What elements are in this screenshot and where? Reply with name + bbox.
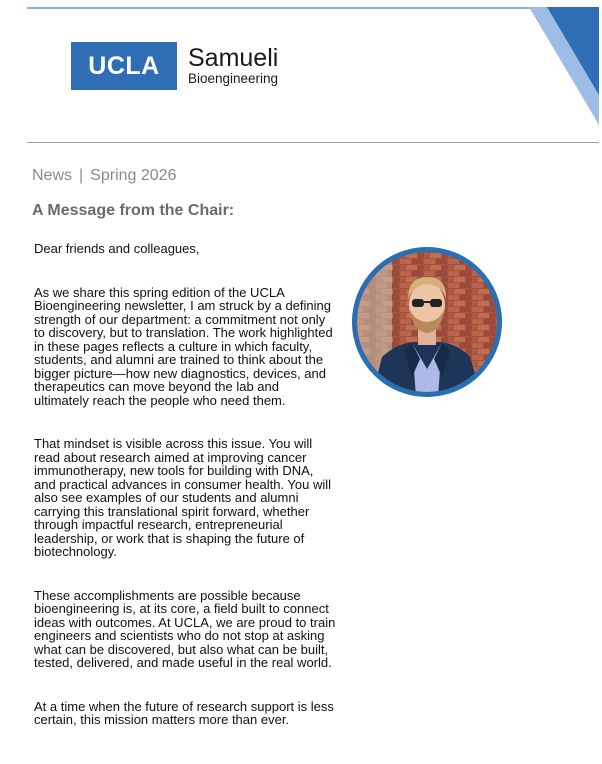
portrait-image bbox=[352, 247, 502, 397]
logo-name: Samueli bbox=[188, 44, 279, 72]
article-title: A Message from the Chair: bbox=[32, 202, 235, 219]
logo-department: Bioengineering bbox=[188, 71, 279, 86]
issue-line bbox=[32, 167, 176, 185]
issue-separator: | bbox=[79, 167, 84, 184]
issue-edition: Spring 2026 bbox=[90, 167, 177, 184]
ucla-logo-mark: UCLA bbox=[71, 42, 177, 90]
issue-section: News bbox=[32, 167, 73, 184]
letter-paragraph: That mindset is visible across this issue. You will read about research aimed at improving cancer immunotherapy, new tools for building with DNA, and practical advances in consumer health. You will also see examples of our students and alumni carrying this translational spirit forward, whether through impactful research, entrepreneurial leadership, or work that is shaping the future of biotechnology. bbox=[34, 436, 332, 559]
newsletter-header bbox=[27, 7, 599, 143]
letter-greeting: Dear friends and colleagues, bbox=[34, 241, 200, 256]
letter-paragraph: As we share this spring edition of the UCLA Bioengineering newsletter, I am struck by a defining strength of our department: a commitment not only to discovery, but to translation. The work highlighted in these pages reflects a culture in which faculty, students, and alumni are trained to think about the bigger picture—how new diagnostics, devices, and therapeutics can move beyond the lab and ultimately reach the people who need them. bbox=[34, 284, 333, 408]
header-divider bbox=[27, 142, 599, 143]
header-top-line bbox=[27, 7, 599, 9]
corner-decoration bbox=[519, 7, 599, 143]
letter-paragraph: These accomplishments are possible because bioengineering is, at its core, a field built to connect ideas with outcomes. At UCLA, we are proud to train engineers and scientists who do not stop at asking what can be discovered, but also what can be built, tested, delivered, and made useful in the real world. bbox=[34, 587, 336, 670]
logo-wordmark bbox=[188, 45, 278, 87]
chair-portrait bbox=[352, 247, 502, 397]
letter-paragraph: At a time when the future of research support is less certain, this mission matters more than ever. bbox=[34, 698, 334, 727]
ucla-samueli-logo[interactable] bbox=[71, 42, 278, 90]
chair-letter bbox=[34, 242, 336, 757]
